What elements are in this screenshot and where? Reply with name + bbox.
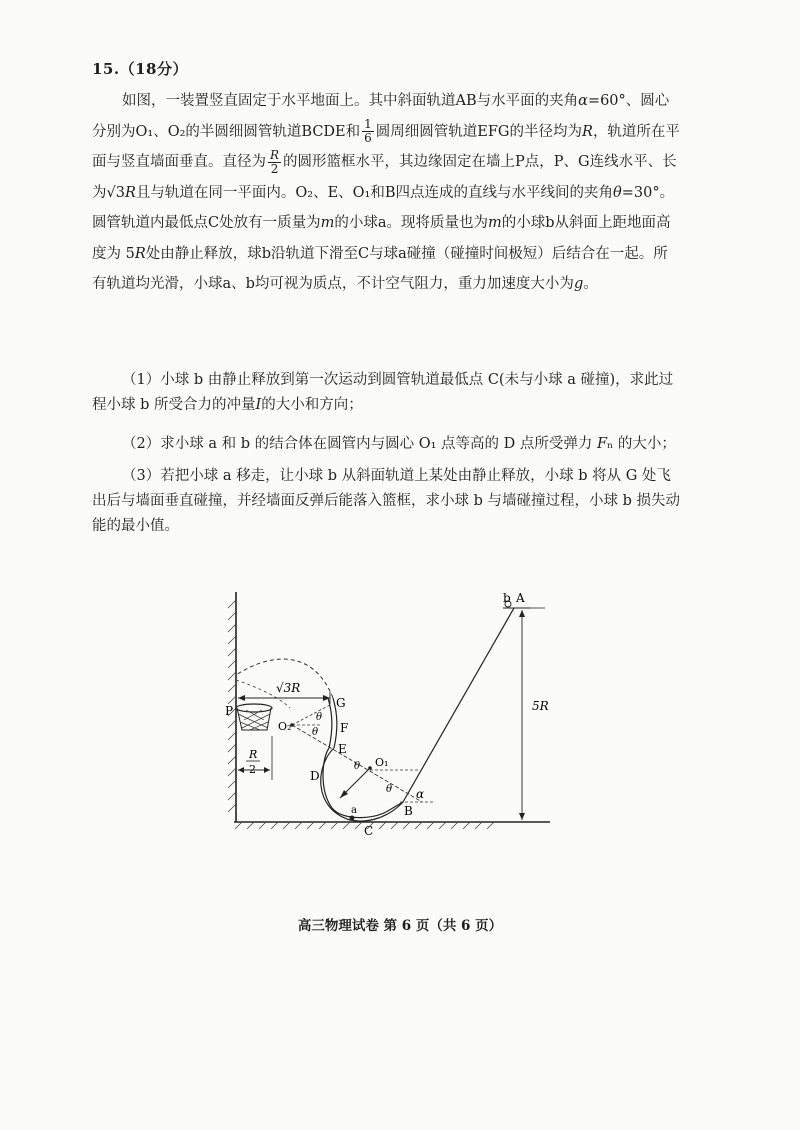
label-f: F bbox=[340, 721, 349, 735]
text-run: 且与轨道在同一平面内。O₂、E、O₁和B四点连成的直线与水平线间的夹角 bbox=[135, 184, 614, 201]
label-height: 5R bbox=[532, 699, 549, 713]
fraction-denominator: 2 bbox=[270, 161, 279, 176]
label-theta-1: θ bbox=[316, 712, 323, 723]
label-o1: O₁ bbox=[375, 756, 389, 769]
label-basket-den: 2 bbox=[249, 763, 256, 776]
math-variable: R bbox=[134, 245, 146, 262]
point-o1 bbox=[368, 766, 372, 770]
text-run: =60°、圆心分别为O₁、O₂的半圆细圆管轨道BCDE和 bbox=[92, 93, 670, 140]
math-variable: R bbox=[582, 123, 593, 140]
text-run: 的小球b从斜面上距地面高度为 5 bbox=[92, 215, 671, 262]
label-theta-2: θ bbox=[312, 727, 319, 738]
fraction-numerator: 1 bbox=[364, 117, 372, 131]
basket-net-mesh bbox=[238, 710, 270, 730]
label-b-point: B bbox=[404, 804, 413, 818]
label-g: G bbox=[336, 696, 346, 710]
text-run: 的圆形篮框水平，其边缘固定在墙上P点，P、G连线水平、长为√3 bbox=[92, 154, 677, 201]
math-variable: g bbox=[573, 276, 584, 292]
label-alpha: α bbox=[416, 787, 425, 801]
subquestion-1 bbox=[92, 368, 682, 418]
text-run: ，轨道所在平面与竖直墙面垂直。直径为 bbox=[92, 123, 680, 170]
basket-rim bbox=[236, 704, 272, 712]
math-variable: F bbox=[596, 436, 608, 452]
page-footer: 高三物理试卷 第 6 页（共 6 页） bbox=[297, 918, 503, 934]
pg-arrow-left bbox=[238, 695, 245, 701]
text-run: 的小球a。现将质量也为 bbox=[334, 215, 488, 231]
label-a-point: A bbox=[516, 591, 525, 605]
math-fraction bbox=[362, 118, 374, 145]
fraction-denominator: 6 bbox=[364, 131, 372, 145]
text-run: （2）求小球 a 和 b 的结合体在圆管内与圆心 O₁ 点等高的 D 点所受弹力 bbox=[122, 436, 597, 452]
text-run: 。 bbox=[583, 276, 598, 292]
ball-a bbox=[350, 816, 355, 821]
label-d: D bbox=[310, 769, 320, 783]
math-variable: R bbox=[124, 184, 136, 201]
text-run: 如图，一装置竖直固定于水平地面上。其中斜面轨道AB与水平面的夹角 bbox=[122, 93, 579, 109]
text-run: （3）若把小球 a 移走，让小球 b 从斜面轨道上某处由静止释放，小球 b 将从 G 处飞出后与墙面垂直碰撞，并经墙面反弹后能落入篮框，求小球 b 与墙碰撞过程，小球 b 损失动能的最小值。 bbox=[92, 468, 680, 534]
math-variable: I bbox=[255, 397, 262, 413]
label-pg-length: √3R bbox=[276, 681, 301, 695]
tube-bcde-inner bbox=[323, 748, 403, 818]
text-run: ₙ 的大小； bbox=[607, 436, 676, 452]
track-diagram bbox=[220, 580, 620, 850]
incline-ab bbox=[403, 608, 514, 802]
text-run: （1）小球 b 由静止释放到第一次运动到圆管轨道最低点 C(未与小球 a 碰撞)，求此过程小球 b 所受合力的冲量 bbox=[92, 372, 674, 413]
label-e: E bbox=[338, 742, 347, 756]
math-variable: θ bbox=[613, 184, 622, 201]
subquestion-3 bbox=[92, 464, 682, 539]
label-p: P bbox=[225, 704, 234, 718]
subquestion-2 bbox=[92, 432, 682, 457]
math-variable: m bbox=[488, 215, 502, 231]
label-theta-3: θ bbox=[354, 761, 361, 772]
math-variable: α bbox=[578, 93, 588, 109]
question-number: 15.（18分） bbox=[92, 60, 188, 78]
text-run: 圆周细圆管轨道EFG的半径均为 bbox=[375, 123, 583, 140]
label-o2: O₂ bbox=[278, 720, 292, 733]
label-c: C bbox=[364, 824, 374, 838]
label-b-ball: b bbox=[503, 591, 511, 605]
math-fraction bbox=[268, 149, 281, 176]
text-run: =30°。圆管轨道内最低点C处放有一质量为 bbox=[92, 184, 675, 231]
label-basket-num: R bbox=[249, 748, 258, 761]
label-a-ball: a bbox=[351, 805, 357, 816]
label-theta-4: θ bbox=[386, 784, 393, 795]
math-variable: m bbox=[320, 215, 335, 231]
text-run: 处由静止释放，球b沿轨道下滑至C与球a碰撞（碰撞时间极短）后结合在一起。所有轨道均光滑，小球a、b均可视为质点，不计空气阻力，重力加速度大小为 bbox=[92, 245, 668, 292]
question-stem bbox=[92, 86, 682, 300]
text-run: 的大小和方向； bbox=[261, 397, 363, 413]
fraction-numerator: R bbox=[270, 147, 280, 162]
